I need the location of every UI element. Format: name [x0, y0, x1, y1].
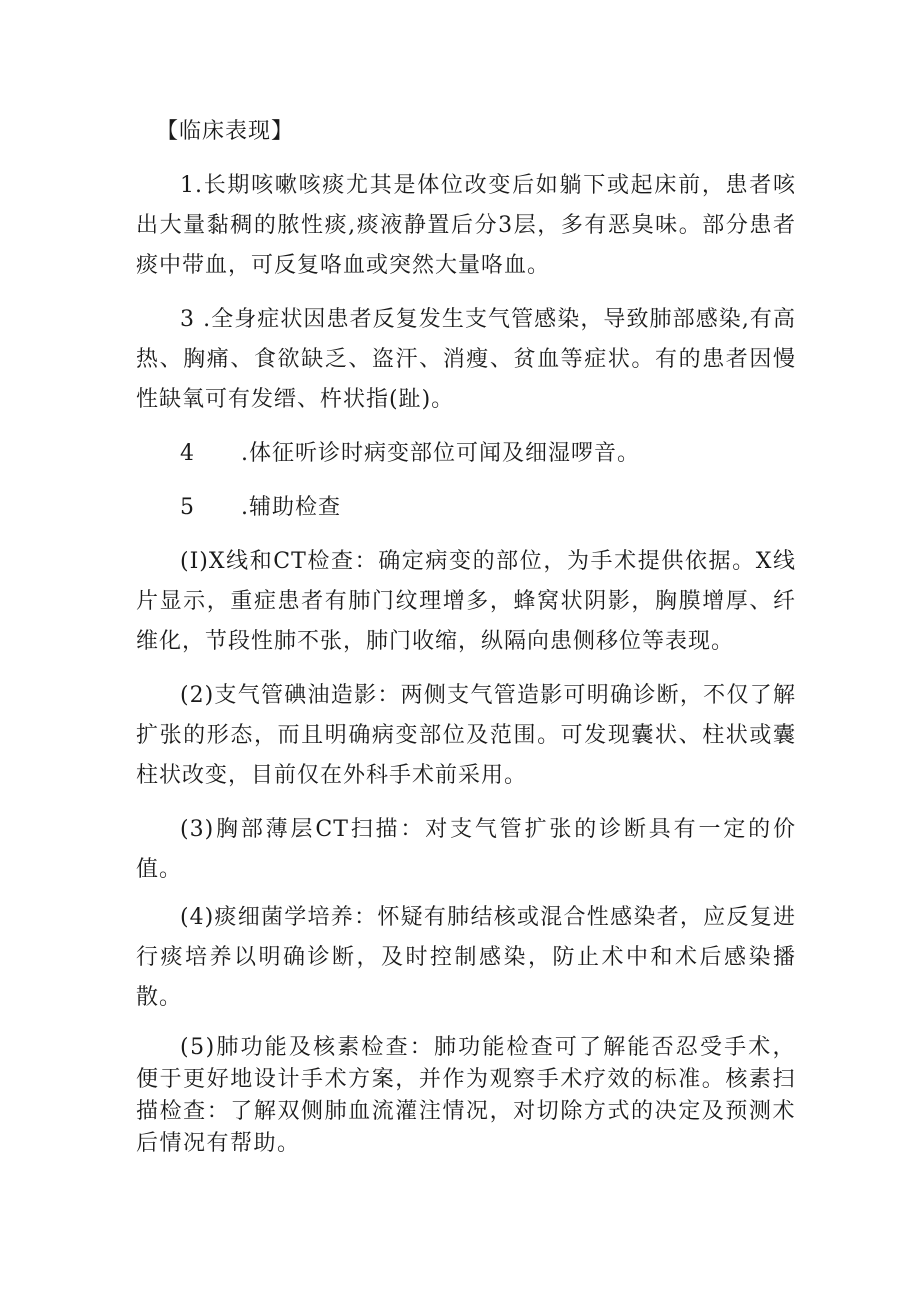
paragraph-systemic-symptoms: 3 .全身症状因患者反复发生支气管感染，导致肺部感染,有高热、胸痛、食欲缺乏、盗汗、消瘦、贫血等症状。有的患者因慢性缺氧可有发缙、杵状指(趾)。: [136, 307, 796, 412]
paragraph-thin-ct: (3)胸部薄层CT扫描：对支气管扩张的诊断具有一定的价值。: [136, 817, 796, 882]
paragraph-cough-sputum: 1.长期咳嗽咳痰尤其是体位改变后如躺下或起床前，患者咳出大量黏稠的脓性痰,痰液静置后分3层，多有恶臭味。部分患者痰中带血，可反复咯血或突然大量咯血。: [136, 173, 796, 278]
paragraph-bronchography: (2)支气管碘油造影：两侧支气管造影可明确诊断，不仅了解扩张的形态，而且明确病变部位及范围。可发现囊状、柱状或囊柱状改变，目前仅在外科手术前采用。: [136, 683, 796, 788]
paragraph-auxiliary-exams: 5 .辅助检查: [180, 495, 341, 520]
document-page: [136, 112, 796, 1160]
paragraph-sputum-culture: (4)痰细菌学培养：怀疑有肺结核或混合性感染者，应反复进行痰培养以明确诊断，及时控制感染，防止术中和术后感染播散。: [136, 905, 796, 1010]
section-heading: 【临床表现】: [156, 119, 295, 144]
paragraph-xray-ct: (I)X线和CT检查：确定病变的部位，为手术提供依据。X线片显示，重症患者有肺门纹理增多，蜂窝状阴影，胸膜增厚、纤维化，节段性肺不张，肺门收缩，纵隔向患侧移位等表现。: [136, 549, 796, 654]
paragraph-lung-function: (5)肺功能及核素检查：肺功能检查可了解能否忍受手术，便于更好地设计手术方案，并作为观察手术疗效的标准。核素扫描检查：了解双侧肺血流灌注情况，对切除方式的决定及预测术后情况有帮助。: [136, 1035, 796, 1156]
paragraph-physical-signs: 4 .体征听诊时病变部位可闻及细湿啰音。: [180, 441, 640, 466]
